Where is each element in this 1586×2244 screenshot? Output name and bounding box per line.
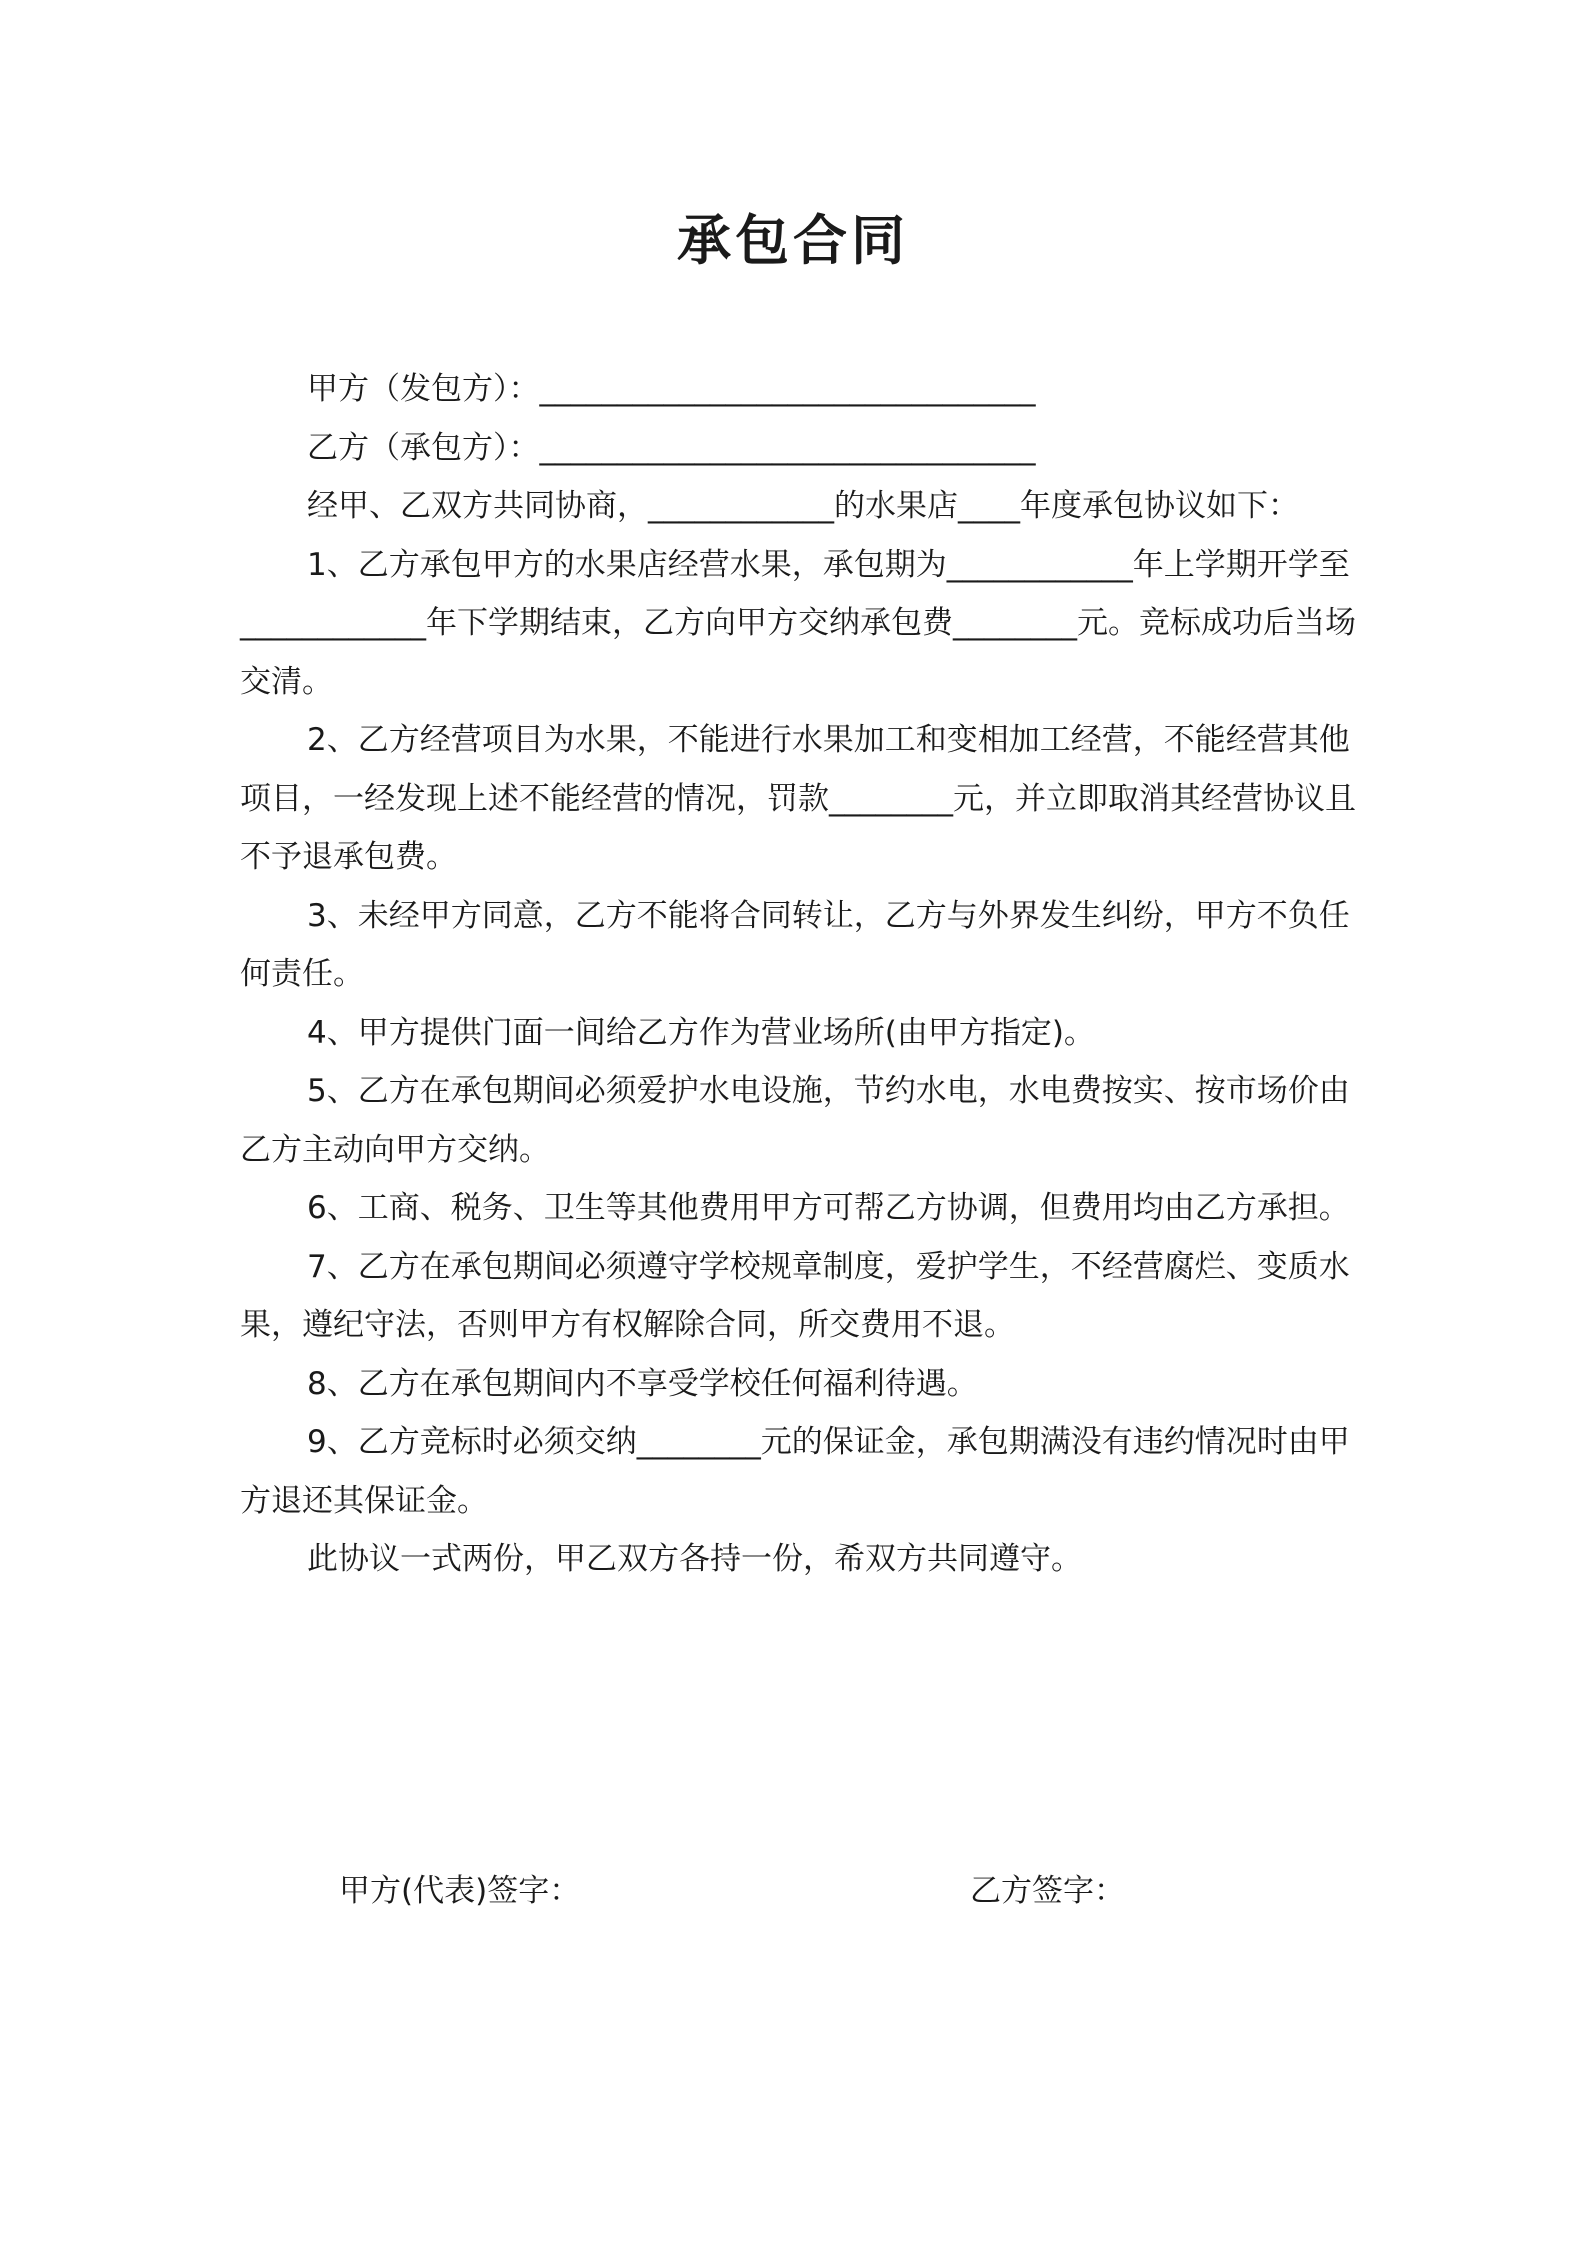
contract-body bbox=[240, 360, 1360, 1589]
clause-6: 6、工商、税务、卫生等其他费用甲方可帮乙方协调，但费用均由乙方承担。 bbox=[307, 1190, 1350, 1226]
clause-9: 9、乙方竞标时必须交纳________元的保证金，承包期满没有违约情况时由甲方退还其保证金。 bbox=[240, 1424, 1350, 1519]
clause-4: 4、甲方提供门面一间给乙方作为营业场所(由甲方指定)。 bbox=[307, 1014, 1095, 1051]
document-title: 承包合同 bbox=[677, 209, 909, 272]
closing-statement: 此协议一式两份，甲乙双方各持一份，希双方共同遵守。 bbox=[307, 1541, 1082, 1577]
party-b-line: 乙方（承包方）：________________________________ bbox=[307, 429, 1036, 466]
clause-7: 7、乙方在承包期间必须遵守学校规章制度，爱护学生，不经营腐烂、变质水果，遵纪守法，否则甲方有权解除合同，所交费用不退。 bbox=[240, 1248, 1350, 1343]
party-a-line: 甲方（发包方）：________________________________ bbox=[307, 371, 1036, 407]
clause-5: 5、乙方在承包期间必须爱护水电设施，节约水电，水电费按实、按市场价由乙方主动向甲方交纳。 bbox=[240, 1073, 1350, 1168]
intro-line: 经甲、乙双方共同协商，____________的水果店____年度承包协议如下： bbox=[307, 488, 1299, 524]
party-b-signature-label: 乙方签字： bbox=[970, 1873, 1125, 1909]
clause-8: 8、乙方在承包期间内不享受学校任何福利待遇。 bbox=[307, 1365, 978, 1402]
clause-3: 3、未经甲方同意，乙方不能将合同转让，乙方与外界发生纠纷，甲方不负任何责任。 bbox=[240, 897, 1350, 992]
clause-2: 2、乙方经营项目为水果，不能进行水果加工和变相加工经营，不能经营其他项目，一经发现上述不能经营的情况，罚款________元，并立即取消其经营协议且不予退承包费。 bbox=[240, 722, 1356, 875]
clause-1: 1、乙方承包甲方的水果店经营水果，承包期为____________年上学期开学至____________年下学期结束，乙方向甲方交纳承包费________元。竞标成功后当场交清。 bbox=[240, 546, 1356, 700]
party-a-signature-label: 甲方(代表)签字： bbox=[339, 1873, 581, 1909]
